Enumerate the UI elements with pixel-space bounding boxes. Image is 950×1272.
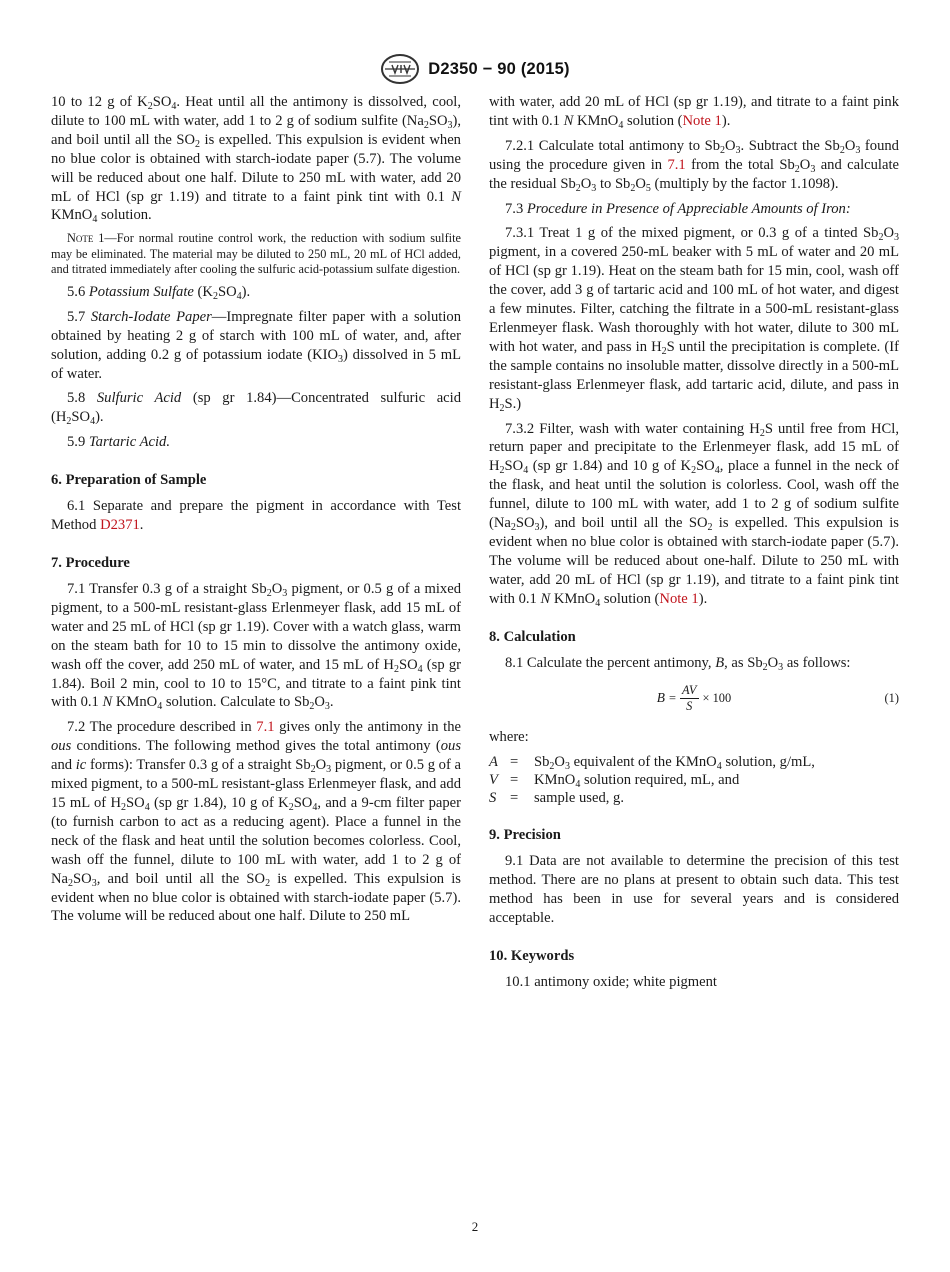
paragraph-7-2-1: 7.2.1 Calculate total antimony to $Sb_2O_3$. Subtract the $Sb_2O_3$ found using the procedure given in 7.1 from the total $Sb_2O_3$ and calculate the residual $Sb_2O_3$ to $Sb_2O_5$ (multiply by the factor 1.1098).: [489, 137, 899, 194]
paragraph-7-2: 7.2 The procedure described in 7.1 gives only the antimony in the ous conditions. The following method gives the total antimony (ous and ic forms): Transfer 0.3 g of a straight $Sb_2O_3$ pigment, or 0.5 g of a mixed pigment, to a 500-mL resistant-glass Erlenmeyer flask, and add 15 mL of $H_2SO_4$ (sp gr 1.84), 10 g of $K_2SO_4$, and a 9-cm filter paper (to furnish carbon to act as a reducing agent). Place a funnel in the neck of the flask and heat until the solution becomes colorless. Cool, wash off the funnel, dilute to 100 mL with water, add 1 to 2 g of $Na_2SO_3$, and boil until all the $SO_2$ is expelled. This expulsion is evident when no blue color is obtained with starch-iodate paper (5.7). The volume will be reduced about one half. Dilute to 250 mL: [51, 719, 462, 925]
equation-multiplier: × 100: [702, 691, 732, 706]
link-7-1[interactable]: 7.1: [667, 156, 686, 173]
paragraph-10-1: 10.1 antimony oxide; white pigment: [505, 974, 717, 990]
equation-number: (1): [884, 691, 899, 706]
link-7-1[interactable]: 7.1: [256, 719, 275, 736]
paragraph-9-1: 9.1 Data are not available to determine the precision of this test method. There are no plans at present to obtain such data. This test method has been in use for several years and is considered acceptable.: [489, 853, 899, 927]
paragraph-5-9: 5.9 Tartaric Acid.: [67, 434, 170, 451]
note-label: Note 1: [67, 231, 105, 246]
paragraph-5-6: 5.6 Potassium Sulfate $(K_2SO_4)$.: [67, 283, 251, 302]
equation-lhs: B: [656, 690, 665, 706]
fraction-numerator: AV: [681, 682, 697, 697]
link-note-1[interactable]: Note 1: [659, 590, 699, 607]
page-number: 2: [471, 1219, 479, 1234]
equation-equals: =: [668, 691, 676, 706]
paragraph-5-8: 5.8 Sulfuric Acid (sp gr 1.84)—Concentrated sulfuric acid $(H_2SO_4)$.: [51, 390, 462, 428]
paragraph-5-5-continuation: 10 to 12 g of $K_2SO_4$. Heat until all the antimony is dissolved, cool, dilute to 100 mL with water, add 1 to 2 g of sodium sulfite $(Na_2SO_3)$, and boil until all the $SO_2$ is expelled. This expulsion is evident when no blue color is obtained with starch-iodate paper (5.7). The volume will be reduced about one half. Dilute to 250 mL with water, add 20 mL of HCl (sp gr 1.19) and titrate to a faint pink tint with 0.1 N KMnO$_4$ solution.: [51, 94, 461, 226]
left-column: [51, 93, 461, 932]
paragraph-7-1: 7.1 Transfer 0.3 g of a straight $Sb_2O_3$ pigment, or 0.5 g of a mixed pigment, to a 500-mL resistant-glass Erlenmeyer flask, add 15 mL of water and 25 mL of HCl (sp gr 1.19). Cover with a watch glass, warm on the steam bath for 10 to 15 min to dissolve the antimony oxide, wash off the cover, add 250 mL of water, and 15 mL of $H_2SO_4$ (sp gr 1.84). Boil 2 min, cool to 10 to 15°C, and titrate to a faint pink tint with 0.1 N KMnO$_4$ solution. Calculate to $Sb_2O_3$.: [51, 581, 462, 713]
page-header: [0, 52, 950, 86]
right-column: [489, 93, 899, 998]
astm-logo-icon: [380, 53, 420, 85]
paragraph-6-1: 6.1 Separate and prepare the pigment in accordance with Test Method D2371.: [51, 498, 461, 534]
definition-S: S = sample used, g.: [489, 790, 624, 807]
section-heading-8: 8. Calculation: [489, 628, 576, 645]
document-designation: D2350 − 90 (2015): [428, 59, 570, 78]
section-heading-9: 9. Precision: [489, 827, 561, 844]
variable-definitions: [489, 753, 899, 807]
note-1: Note 1—For normal routine control work, the reduction with sodium sulfite may be eliminated. The material may be diluted to 250 mL, 20 mL of HCl added, and titrated immediately after cooling the sulfuric acid-potassium sulfate digestion.: [51, 231, 461, 276]
link-note-1[interactable]: Note 1: [682, 112, 722, 129]
definition-A: A = $Sb_2O_3$ equivalent of the KMnO$_4$ solution, g/mL,: [489, 754, 815, 773]
link-d2371[interactable]: D2371: [100, 517, 140, 534]
paragraph-7-3-2: 7.3.2 Filter, wash with water containing $H_2S$ until free from HCl, return paper and precipitate to the Erlenmeyer flask, add 15 mL of $H_2SO_4$ (sp gr 1.84) and 10 g of $K_2SO_4$, place a funnel in the neck of the flask, and heat until the solution is colorless. Cool, wash off the funnel, dilute to 100 mL with water, add 1 to 2 g of sodium sulfite $(Na_2SO_3)$, and boil until all the $SO_2$ is expelled. This expulsion is evident when no blue color is obtained with starch-iodate paper (5.7). The volume will be reduced about one-half. Dilute to 250 mL with water, add 20 mL of HCl (sp gr 1.19), and titrate to a faint pink tint with 0.1 N KMnO$_4$ solution (Note 1).: [489, 420, 899, 609]
equation-fraction: [680, 683, 699, 714]
definition-V: V = KMnO$_4$ solution required, mL, and: [489, 772, 740, 791]
section-heading-7: 7. Procedure: [51, 555, 130, 572]
section-heading-10: 10. Keywords: [489, 948, 575, 964]
section-heading-6: 6. Preparation of Sample: [51, 472, 207, 489]
paragraph-7-3: 7.3 Procedure in Presence of Appreciable Amounts of Iron:: [505, 200, 851, 217]
equation-1: [489, 678, 899, 718]
paragraph-7-3-1: 7.3.1 Treat 1 g of the mixed pigment, or 0.3 g of a tinted $Sb_2O_3$ pigment, in a covered 250-mL beaker with 5 mL of water and 20 mL of HCl (sp gr 1.19). Heat on the steam bath for 15 min, cool, wash off the cover, add 3 g of tartaric acid and 100 mL of hot water, and digest a few minutes. Filter, catching the filtrate in a 500-mL resistant-glass Erlenmeyer flask. Wash thoroughly with hot water, dilute to 300 mL with hot water, and pass in $H_2S$ until the precipitation is complete. (If the sample contains no insoluble matter, dissolve directly in a 500-mL resistant-glass Erlenmeyer flask, add tartaric acid, dilute, and pass in $H_2S$.): [489, 225, 899, 414]
where-label: where:: [489, 729, 529, 746]
fraction-denominator: S: [686, 698, 693, 713]
paragraph-7-2-continuation: with water, add 20 mL of HCl (sp gr 1.19), and titrate to a faint pink tint with 0.1 N KMnO$_4$ solution (Note 1).: [489, 94, 899, 131]
paragraph-5-7: 5.7 Starch-Iodate Paper—Impregnate filter paper with a solution obtained by heating 2 g of starch with 100 mL of water, and, after solution, adding 0.2 g of potassium iodate $(KIO_3)$ dissolved in 5 mL of water.: [51, 308, 461, 382]
paragraph-8-1: 8.1 Calculate the percent antimony, B, as $Sb_2O_3$ as follows:: [505, 654, 851, 673]
